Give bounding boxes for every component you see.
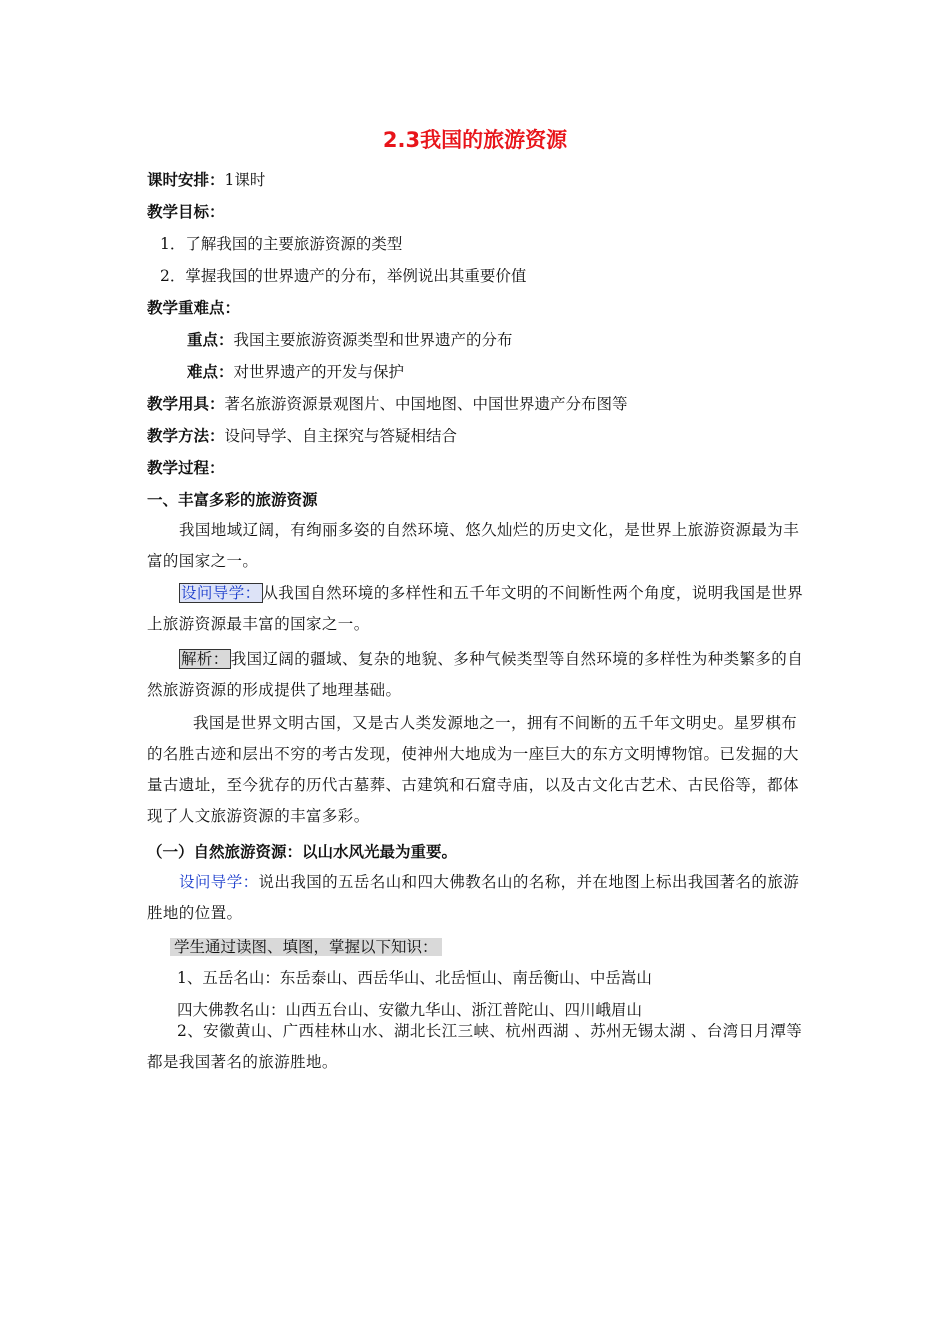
knowledge-item-1: 1、五岳名山：东岳泰山、西岳华山、北岳恒山、南岳衡山、中岳嵩山	[177, 969, 652, 987]
activity-text: 学生通过读图、填图，掌握以下知识：	[170, 938, 442, 956]
analysis-label: 解析：	[181, 650, 229, 668]
methods-line	[147, 426, 457, 446]
focus-value: 我国主要旅游资源类型和世界遗产的分布	[233, 331, 513, 349]
difficulty-label: 难点：	[187, 363, 234, 381]
section1-analysis	[147, 644, 807, 706]
guided-question-label: 设问导学：	[179, 873, 259, 891]
focus-label: 重点：	[187, 331, 234, 349]
section1-analysis-cont: 我国是世界文明古国，又是古人类发源地之一，拥有不间断的五千年文明史。星罗棋布的名胜古迹和层出不穷的考古发现，使神州大地成为一座巨大的东方文明博物馆。已发掘的大量古遗址，至今犹存的历代古墓葬、古建筑和石窟寺庙，以及古文化古艺术、古民俗等，都体现了人文旅游资源的丰富多彩。	[147, 714, 799, 825]
methods-value: 设问导学、自主探究与答疑相结合	[224, 427, 458, 445]
objective-item: 1．了解我国的主要旅游资源的类型	[160, 235, 403, 253]
subsection1-heading: （一）自然旅游资源：以山水风光最为重要。	[147, 843, 458, 861]
section1-intro: 我国地域辽阔，有绚丽多姿的自然环境、悠久灿烂的历史文化，是世界上旅游资源最为丰富的国家之一。	[147, 521, 800, 570]
tools-label: 教学用具：	[147, 395, 225, 413]
guided-question-text: 从我国自然环境的多样性和五千年文明的不间断性两个角度，说明我国是世界上旅游资源最丰富的国家之一。	[147, 584, 804, 633]
schedule-value: 1课时	[224, 171, 266, 189]
keypoints-label: 教学重难点：	[147, 299, 241, 317]
methods-label: 教学方法：	[147, 427, 225, 445]
analysis-text: 我国辽阔的疆域、复杂的地貌、多种气候类型等自然环境的多样性为种类繁多的自然旅游资源的形成提供了地理基础。	[147, 650, 804, 699]
objective-item: 2．掌握我国的世界遗产的分布，举例说出其重要价值	[160, 267, 527, 285]
section1-question	[147, 578, 807, 640]
page-title: 2.3我国的旅游资源	[382, 128, 568, 152]
difficulty-value: 对世界遗产的开发与保护	[233, 363, 405, 381]
schedule-label: 课时安排：	[147, 171, 225, 189]
focus-line	[187, 330, 513, 350]
knowledge-item-2: 2、安徽黄山、广西桂林山水、湖北长江三峡、杭州西湖 、苏州无锡太湖 、台湾日月潭等都是我国著名的旅游胜地。	[147, 1022, 803, 1071]
guided-question-label: 设问导学：	[181, 584, 261, 602]
subsection1-question	[147, 867, 807, 929]
tools-line	[147, 394, 628, 414]
schedule-line	[147, 170, 265, 190]
knowledge-item-1b: 四大佛教名山：山西五台山、安徽九华山、浙江普陀山、四川峨眉山	[177, 1001, 643, 1019]
process-label: 教学过程：	[147, 459, 225, 477]
difficulty-line	[187, 362, 404, 382]
tools-value: 著名旅游资源景观图片、中国地图、中国世界遗产分布图等	[224, 395, 628, 413]
section1-heading: 一、丰富多彩的旅游资源	[147, 491, 318, 509]
objectives-label: 教学目标：	[147, 203, 225, 221]
activity-line	[170, 937, 442, 957]
guided-question-text: 说出我国的五岳名山和四大佛教名山的名称，并在地图上标出我国著名的旅游胜地的位置。	[147, 873, 800, 922]
